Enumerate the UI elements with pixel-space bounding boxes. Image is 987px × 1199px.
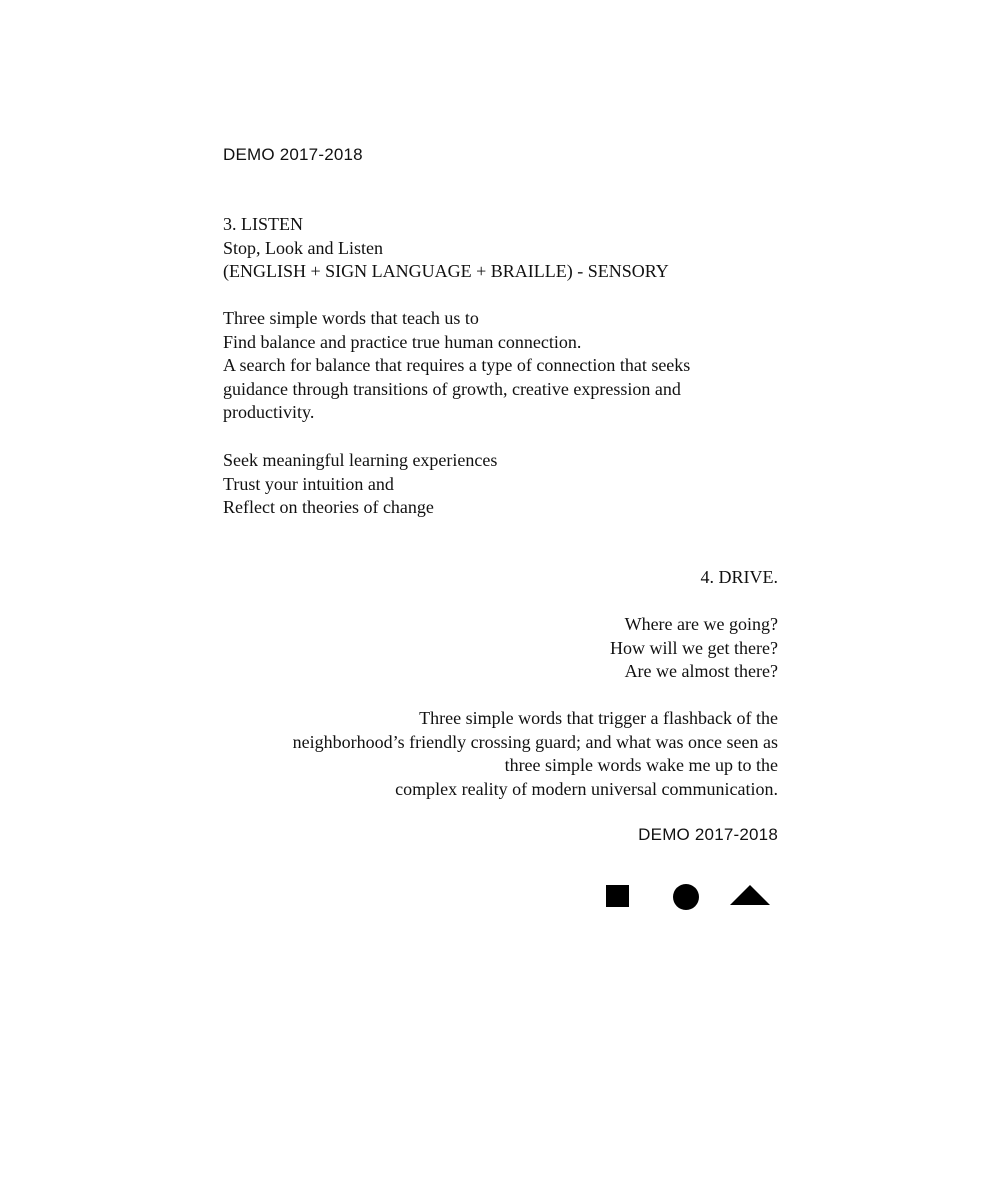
- square-icon: [606, 885, 629, 907]
- shape-icons-row: [604, 882, 776, 912]
- header-demo-label: DEMO 2017-2018: [223, 145, 363, 164]
- paragraph-line: Find balance and practice true human connection.: [223, 331, 582, 352]
- question-line: Where are we going?: [624, 614, 778, 634]
- question-line: Are we almost there?: [624, 661, 778, 681]
- triangle-icon: [730, 885, 770, 905]
- drive-paragraph: [293, 707, 778, 801]
- paragraph-line: Three simple words that trigger a flashback of the: [419, 708, 778, 728]
- paragraph-line: Three simple words that teach us to: [223, 308, 479, 328]
- paragraph-line: Seek meaningful learning experiences: [223, 450, 498, 470]
- paragraph-line: guidance through transitions of growth, creative expression and: [223, 378, 681, 399]
- paragraph-line: productivity.: [223, 402, 315, 422]
- listen-title: 3. LISTEN: [223, 214, 303, 234]
- listen-subheading: (ENGLISH + SIGN LANGUAGE + BRAILLE) - SENSORY: [223, 261, 669, 281]
- drive-questions: [610, 613, 778, 684]
- paragraph-line: Trust your intuition and: [223, 473, 394, 494]
- footer-demo-label: DEMO 2017-2018: [638, 825, 778, 844]
- listen-paragraph-2: [223, 449, 497, 520]
- paragraph-line: complex reality of modern universal communication.: [395, 778, 778, 799]
- listen-subtitle: Stop, Look and Listen: [223, 237, 383, 258]
- listen-paragraph-1: [223, 307, 690, 425]
- paragraph-line: A search for balance that requires a type of connection that seeks: [223, 355, 691, 375]
- listen-heading-group: [223, 213, 669, 284]
- circle-icon: [673, 884, 699, 910]
- paragraph-line: Reflect on theories of change: [223, 497, 434, 517]
- paragraph-line: neighborhood’s friendly crossing guard; and what was once seen as: [292, 731, 778, 752]
- drive-title: 4. DRIVE.: [700, 567, 778, 587]
- paragraph-line: three simple words wake me up to the: [504, 755, 778, 775]
- question-line: How will we get there?: [610, 637, 778, 658]
